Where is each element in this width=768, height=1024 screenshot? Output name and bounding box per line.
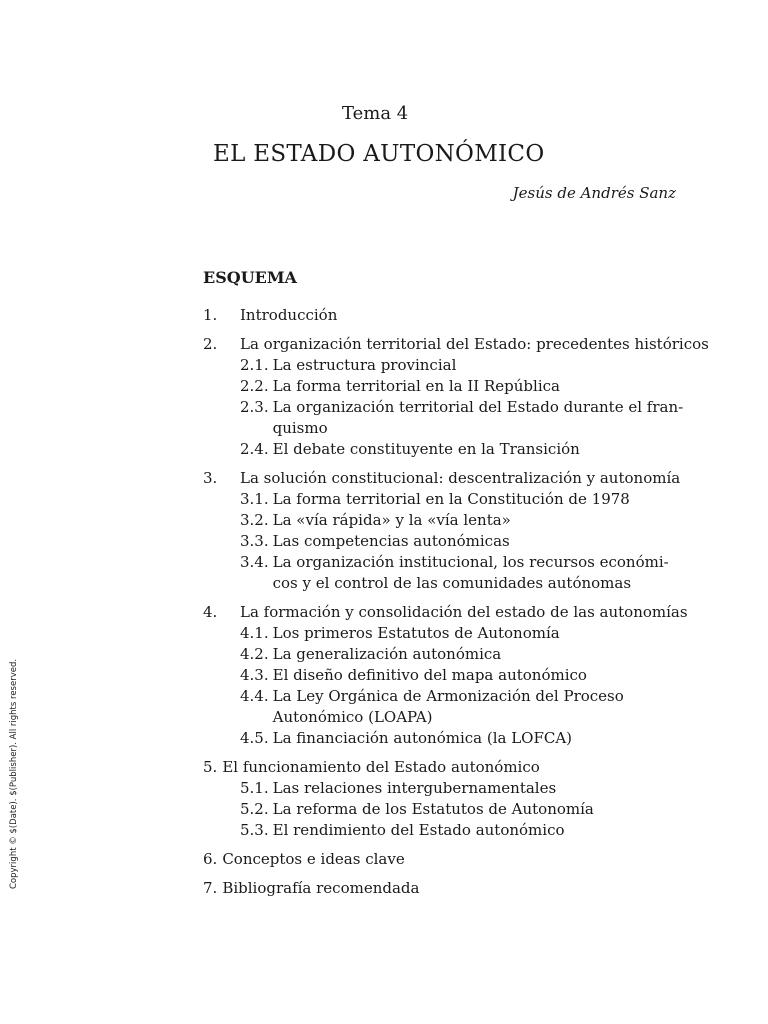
- outline-subsection: [203, 552, 683, 594]
- outline-subsection: [203, 778, 683, 799]
- outline-section: [203, 602, 688, 749]
- section-number: 1.: [203, 306, 218, 324]
- copyright-notice: Copyright © $(Date). $(Publisher). All rights reserved.: [9, 658, 19, 889]
- outline-subsection: [203, 439, 683, 460]
- subsection-title: La organización institucional, los recursos económi-: [272, 553, 669, 571]
- subsection-number: 2.4.: [240, 440, 269, 458]
- subsection-number: 3.3.: [240, 532, 269, 550]
- outline-subsection: [203, 355, 683, 376]
- subsection-number: 4.3.: [240, 666, 269, 684]
- section-title-text: La organización territorial del Estado: precedentes históricos: [240, 335, 709, 353]
- section-number: 3.: [203, 469, 218, 487]
- outline-subsection: [203, 489, 683, 510]
- subsection-title: La «vía rápida» y la «vía lenta»: [272, 511, 511, 529]
- subsection-title: La financiación autonómica (la LOFCA): [272, 729, 573, 747]
- outline-subsection: [203, 728, 683, 749]
- subsection-title: El rendimiento del Estado autonómico: [272, 821, 565, 839]
- section-title-text: Introducción: [240, 306, 338, 324]
- section-title-text: Conceptos e ideas clave: [222, 850, 405, 868]
- outline-section: [203, 305, 683, 326]
- subsection-title: La forma territorial en la II República: [272, 377, 560, 395]
- subsection-number: 5.2.: [240, 800, 269, 818]
- subsection-title: La estructura provincial: [272, 356, 457, 374]
- subsection-title-continued: Autonómico (LOAPA): [272, 708, 433, 726]
- chapter-label: Tema 4: [342, 103, 409, 124]
- outline-list: [203, 305, 709, 907]
- section-number: 5.: [203, 758, 218, 776]
- section-number: 2.: [203, 335, 218, 353]
- section-number: 7.: [203, 879, 218, 897]
- outline-section: [203, 757, 683, 841]
- subsection-number: 3.4.: [240, 553, 269, 571]
- subsection-title: El diseño definitivo del mapa autonómico: [272, 666, 587, 684]
- outline-section-title: [203, 602, 688, 623]
- author-name: Jesús de Andrés Sanz: [512, 184, 676, 202]
- subsection-title: La Ley Orgánica de Armonización del Proceso: [272, 687, 624, 705]
- subsection-number: 4.1.: [240, 624, 269, 642]
- section-number: 6.: [203, 850, 218, 868]
- section-title-text: La solución constitucional: descentralización y autonomía: [240, 469, 681, 487]
- section-title-text: La formación y consolidación del estado de las autonomías: [240, 603, 688, 621]
- subsection-number: 2.2.: [240, 377, 269, 395]
- subsection-title: La organización territorial del Estado durante el fran-: [272, 398, 684, 416]
- subsection-title: La reforma de los Estatutos de Autonomía: [272, 800, 594, 818]
- section-number: 4.: [203, 603, 218, 621]
- outline-subsection: [203, 397, 683, 439]
- outline-subsection: [203, 376, 683, 397]
- subsection-number: 5.1.: [240, 779, 269, 797]
- chapter-title: EL ESTADO AUTONÓMICO: [213, 141, 545, 167]
- subsection-number: 2.3.: [240, 398, 269, 416]
- outline-subsection: [203, 665, 683, 686]
- section-title-text: Bibliografía recomendada: [222, 879, 420, 897]
- subsection-title-continued: cos y el control de las comunidades autónomas: [272, 574, 632, 592]
- outline-section: [203, 334, 709, 460]
- outline-subsection: [203, 686, 683, 728]
- outline-section-title: [203, 878, 683, 899]
- outline-section: [203, 849, 683, 870]
- outline-subsection: [203, 820, 683, 841]
- outline-section-title: [203, 468, 683, 489]
- outline-section-title: [203, 334, 709, 355]
- outline-section-title: [203, 757, 683, 778]
- subsection-number: 4.5.: [240, 729, 269, 747]
- outline-subsection: [203, 510, 683, 531]
- subsection-title: El debate constituyente en la Transición: [272, 440, 580, 458]
- subsection-number: 5.3.: [240, 821, 269, 839]
- subsection-number: 2.1.: [240, 356, 269, 374]
- subsection-number: 4.2.: [240, 645, 269, 663]
- subsection-number: 3.2.: [240, 511, 269, 529]
- subsection-number: 4.4.: [240, 687, 269, 705]
- subsection-title-continued: quismo: [272, 419, 328, 437]
- outline-subsection: [203, 799, 683, 820]
- subsection-title: Las relaciones intergubernamentales: [272, 779, 557, 797]
- subsection-number: 3.1.: [240, 490, 269, 508]
- outline-section-title: [203, 305, 683, 326]
- outline-section: [203, 878, 683, 899]
- subsection-title: La generalización autonómica: [272, 645, 502, 663]
- outline-section-title: [203, 849, 683, 870]
- outline-section: [203, 468, 683, 594]
- subsection-title: La forma territorial en la Constitución de 1978: [272, 490, 630, 508]
- outline-subsection: [203, 644, 683, 665]
- subsection-title: Las competencias autonómicas: [272, 532, 510, 550]
- subsection-title: Los primeros Estatutos de Autonomía: [272, 624, 560, 642]
- section-title-text: El funcionamiento del Estado autonómico: [222, 758, 540, 776]
- outline-subsection: [203, 623, 683, 644]
- outline-subsection: [203, 531, 683, 552]
- outline-heading: ESQUEMA: [203, 268, 297, 287]
